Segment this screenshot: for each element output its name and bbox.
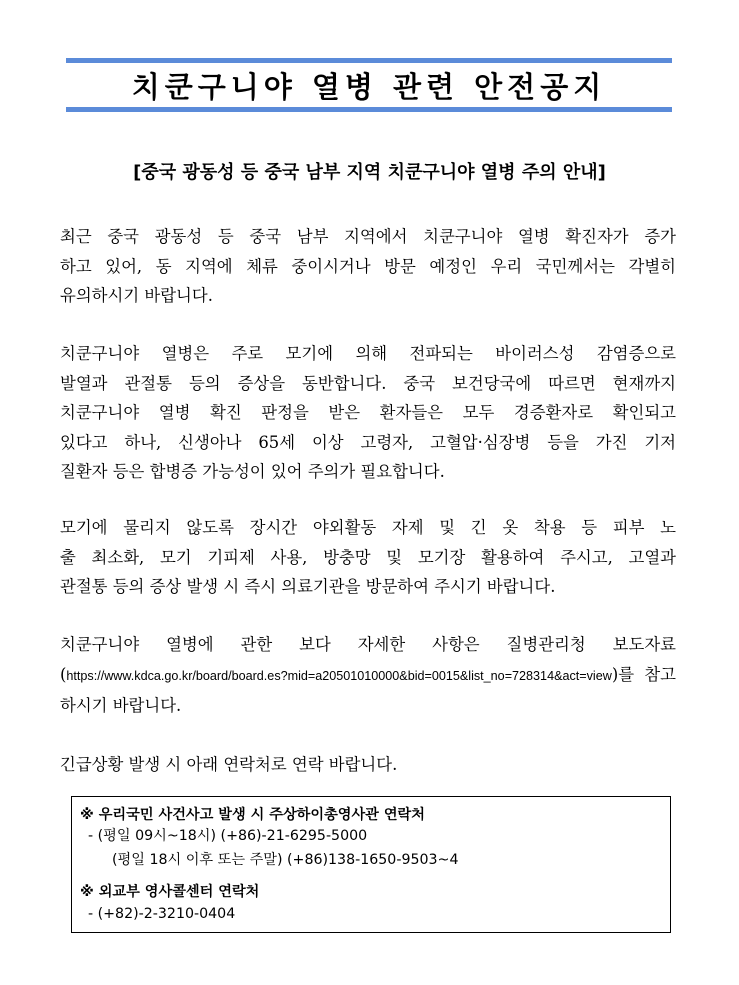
page-title: 치쿤구니야 열병 관련 안전공지: [131, 69, 607, 104]
consulate-after-hours-number: (평일 18시 이후 또는 주말) (+86)138-1650-9503~4: [112, 852, 459, 868]
paragraph-line: 긴급상황 발생 시 아래 연락처로 연락 바랍니다.: [60, 755, 398, 774]
consulate-weekday-number: - (평일 09시~18시) (+86)-21-6295-5000: [88, 828, 368, 844]
paragraph-line: 치쿤구니야 열병 확진 판정을 받은 환자들은 모두 경증환자로 확인되고: [60, 403, 676, 422]
mofa-call-center-number: - (+82)-2-3210-0404: [88, 906, 236, 922]
url-open-paren: (: [60, 664, 67, 684]
subtitle: [중국 광동성 등 중국 남부 지역 치쿤구니야 열병 주의 안내]: [133, 162, 606, 183]
paragraph-intro: [60, 222, 676, 311]
contact-box: [71, 796, 671, 933]
paragraph-line: 있다고 하나, 신생아나 65세 이상 고령자, 고혈압·심장병 등을 가진 기저: [60, 432, 676, 452]
paragraph-line: 최근 중국 광동성 등 중국 남부 지역에서 치쿤구니야 열병 확진자가 증가: [60, 227, 676, 246]
paragraph-emergency: [60, 750, 676, 780]
reference-tail: 참고: [644, 664, 676, 684]
consulate-heading: ※ 우리국민 사건사고 발생 시 주상하이총영사관 연락처: [80, 807, 425, 823]
paragraph-line: 발열과 관절통 등의 증상을 동반합니다. 중국 보건당국에 따르면 현재까지: [60, 373, 676, 393]
paragraph-line: 하고 있어, 동 지역에 체류 중이시거나 방문 예정인 우리 국민께서는 각별히: [60, 256, 676, 276]
paragraph-line: 치쿤구니야 열병에 관한 보다 자세한 사항은 질병관리청 보도자료: [60, 635, 676, 654]
paragraph-line: 출 최소화, 모기 기피제 사용, 방충망 및 모기장 활용하여 주시고, 고열과: [60, 547, 676, 567]
mofa-heading: ※ 외교부 영사콜센터 연락처: [80, 884, 260, 900]
paragraph-line: 하시기 바랍니다.: [60, 696, 182, 715]
paragraph-line-with-url: [60, 660, 676, 692]
url-close-paren: )를: [611, 664, 635, 684]
paragraph-line: 관절통 등의 증상 발생 시 즉시 의료기관을 방문하여 주시기 바랍니다.: [60, 577, 556, 596]
paragraph-line: 모기에 물리지 않도록 장시간 야외활동 자제 및 긴 옷 착용 등 피부 노: [60, 518, 676, 537]
paragraph-line: 질환자 등은 합병증 가능성이 있어 주의가 필요합니다.: [60, 462, 445, 481]
paragraph-line: 유의하시기 바랍니다.: [60, 286, 213, 305]
title-banner: [66, 58, 672, 112]
press-release-link[interactable]: https://www.kdca.go.kr/board/board.es?mid=a20501010000&bid=0015&list_no=728314&act=view: [66, 668, 612, 683]
paragraph-disease-info: [60, 339, 676, 487]
paragraph-line: 치쿤구니야 열병은 주로 모기에 의해 전파되는 바이러스성 감염증으로: [60, 344, 676, 363]
paragraph-prevention: [60, 513, 676, 602]
paragraph-reference: [60, 630, 676, 721]
